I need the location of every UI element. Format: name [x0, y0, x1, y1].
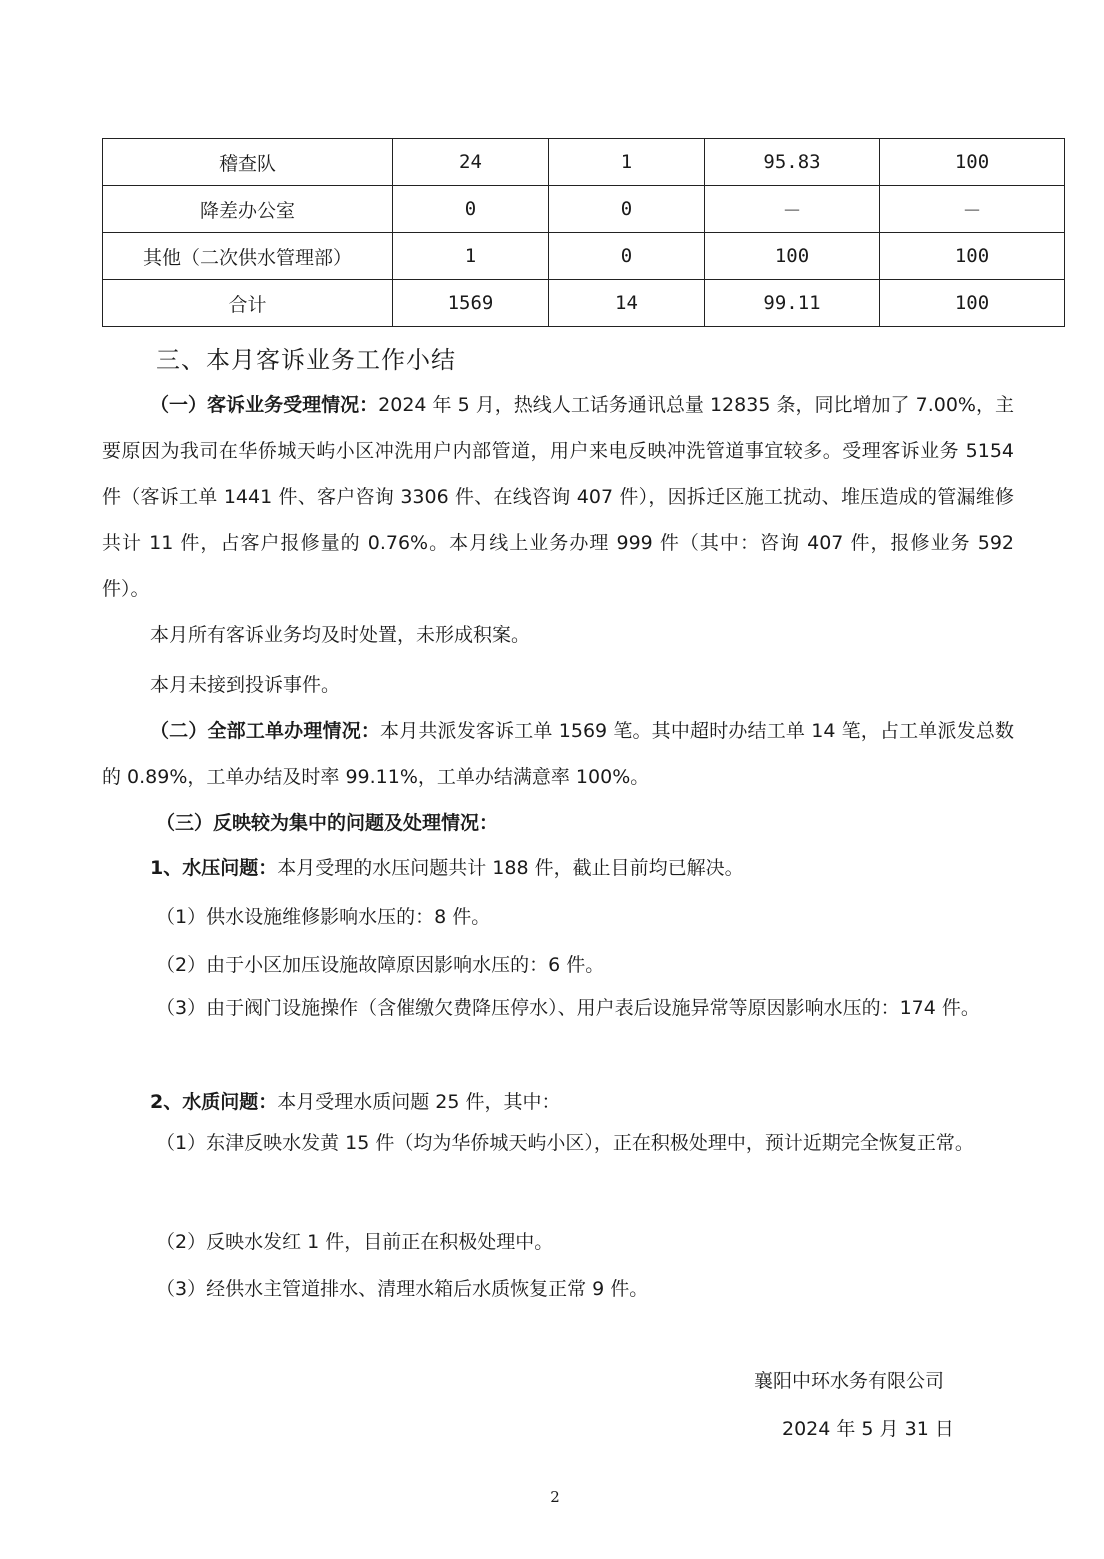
satisfaction-cell: －	[880, 186, 1065, 233]
water-quality-summary	[150, 1087, 561, 1117]
list-item: （3）由于阀门设施操作（含催缴欠费降压停水）、用户表后设施异常等原因影响水压的：174 件。	[156, 997, 980, 1019]
total-cell: 1	[393, 233, 549, 280]
table-row	[103, 186, 1065, 233]
table-total-row	[103, 280, 1065, 327]
item-text: 本月受理水质问题 25 件，其中：	[277, 1091, 561, 1113]
page-number: 2	[550, 1488, 560, 1506]
timely-rate-cell: －	[705, 186, 880, 233]
dept-name-cell: 合计	[103, 280, 393, 327]
table-row	[103, 139, 1065, 186]
total-cell: 1569	[393, 280, 549, 327]
signature-company: 襄阳中环水务有限公司	[754, 1370, 945, 1392]
subheading-lead: （三）反映较为集中的问题及处理情况：	[156, 812, 499, 834]
paragraph-lead: （一）客诉业务受理情况：	[150, 394, 379, 416]
overdue-cell: 0	[549, 186, 705, 233]
timely-rate-cell: 95.83	[705, 139, 880, 186]
dept-name-cell: 其他（二次供水管理部）	[103, 233, 393, 280]
paragraph-lead: （二）全部工单办理情况：	[150, 720, 381, 742]
subheading-concentrated-issues	[156, 808, 498, 838]
overdue-cell: 0	[549, 233, 705, 280]
table-row	[103, 233, 1065, 280]
paragraph-work-orders	[102, 708, 1014, 800]
note-no-backlog: 本月所有客诉业务均及时处置，未形成积案。	[150, 624, 531, 646]
timely-rate-cell: 99.11	[705, 280, 880, 327]
timely-rate-cell: 100	[705, 233, 880, 280]
list-item: （2）反映水发红 1 件，目前正在积极处理中。	[156, 1231, 554, 1253]
total-cell: 0	[393, 186, 549, 233]
list-item: （3）经供水主管道排水、清理水箱后水质恢复正常 9 件。	[156, 1278, 649, 1300]
signature-date: 2024 年 5 月 31 日	[782, 1418, 954, 1440]
item-text: 本月受理的水压问题共计 188 件，截止目前均已解决。	[277, 857, 744, 879]
dept-name-cell: 稽查队	[103, 139, 393, 186]
paragraph-text: 2024 年 5 月，热线人工话务通讯总量 12835 条，同比增加了 7.00%，主要原因为我司在华侨城天屿小区冲洗用户内部管道，用户来电反映冲洗管道事宜较多。受理客诉业务 5154 件（客诉工单 1441 件、客户咨询 3306 件、在线咨询 407 件），因拆迁区施工扰动、堆压造成的管漏维修共计 11 件，占客户报修量的 0.76%。本月线上业务办理 999 件（其中：咨询 407 件，报修业务 592 件）。	[102, 394, 1014, 600]
paragraph-text: 本月共派发客诉工单 1569 笔。其中超时办结工单 14 笔，占工单派发总数的 0.89%，工单办结及时率 99.11%，工单办结满意率 100%。	[102, 720, 1014, 788]
work-order-table	[102, 138, 1065, 327]
total-cell: 24	[393, 139, 549, 186]
note-no-complaints: 本月未接到投诉事件。	[150, 674, 341, 696]
list-item: （2）由于小区加压设施故障原因影响水压的：6 件。	[156, 954, 605, 976]
list-item: （1）供水设施维修影响水压的：8 件。	[156, 906, 491, 928]
overdue-cell: 14	[549, 280, 705, 327]
satisfaction-cell: 100	[880, 280, 1065, 327]
satisfaction-cell: 100	[880, 233, 1065, 280]
section-heading: 三、本月客诉业务工作小结	[156, 346, 456, 374]
dept-name-cell: 降差办公室	[103, 186, 393, 233]
item-lead: 2、水质问题：	[150, 1091, 278, 1113]
list-item: （1）东津反映水发黄 15 件（均为华侨城天屿小区），正在积极处理中，预计近期完全恢复正常。	[156, 1132, 974, 1154]
paragraph-complaint-intake	[102, 382, 1014, 612]
satisfaction-cell: 100	[880, 139, 1065, 186]
overdue-cell: 1	[549, 139, 705, 186]
water-pressure-summary	[150, 853, 744, 883]
item-lead: 1、水压问题：	[150, 857, 278, 879]
